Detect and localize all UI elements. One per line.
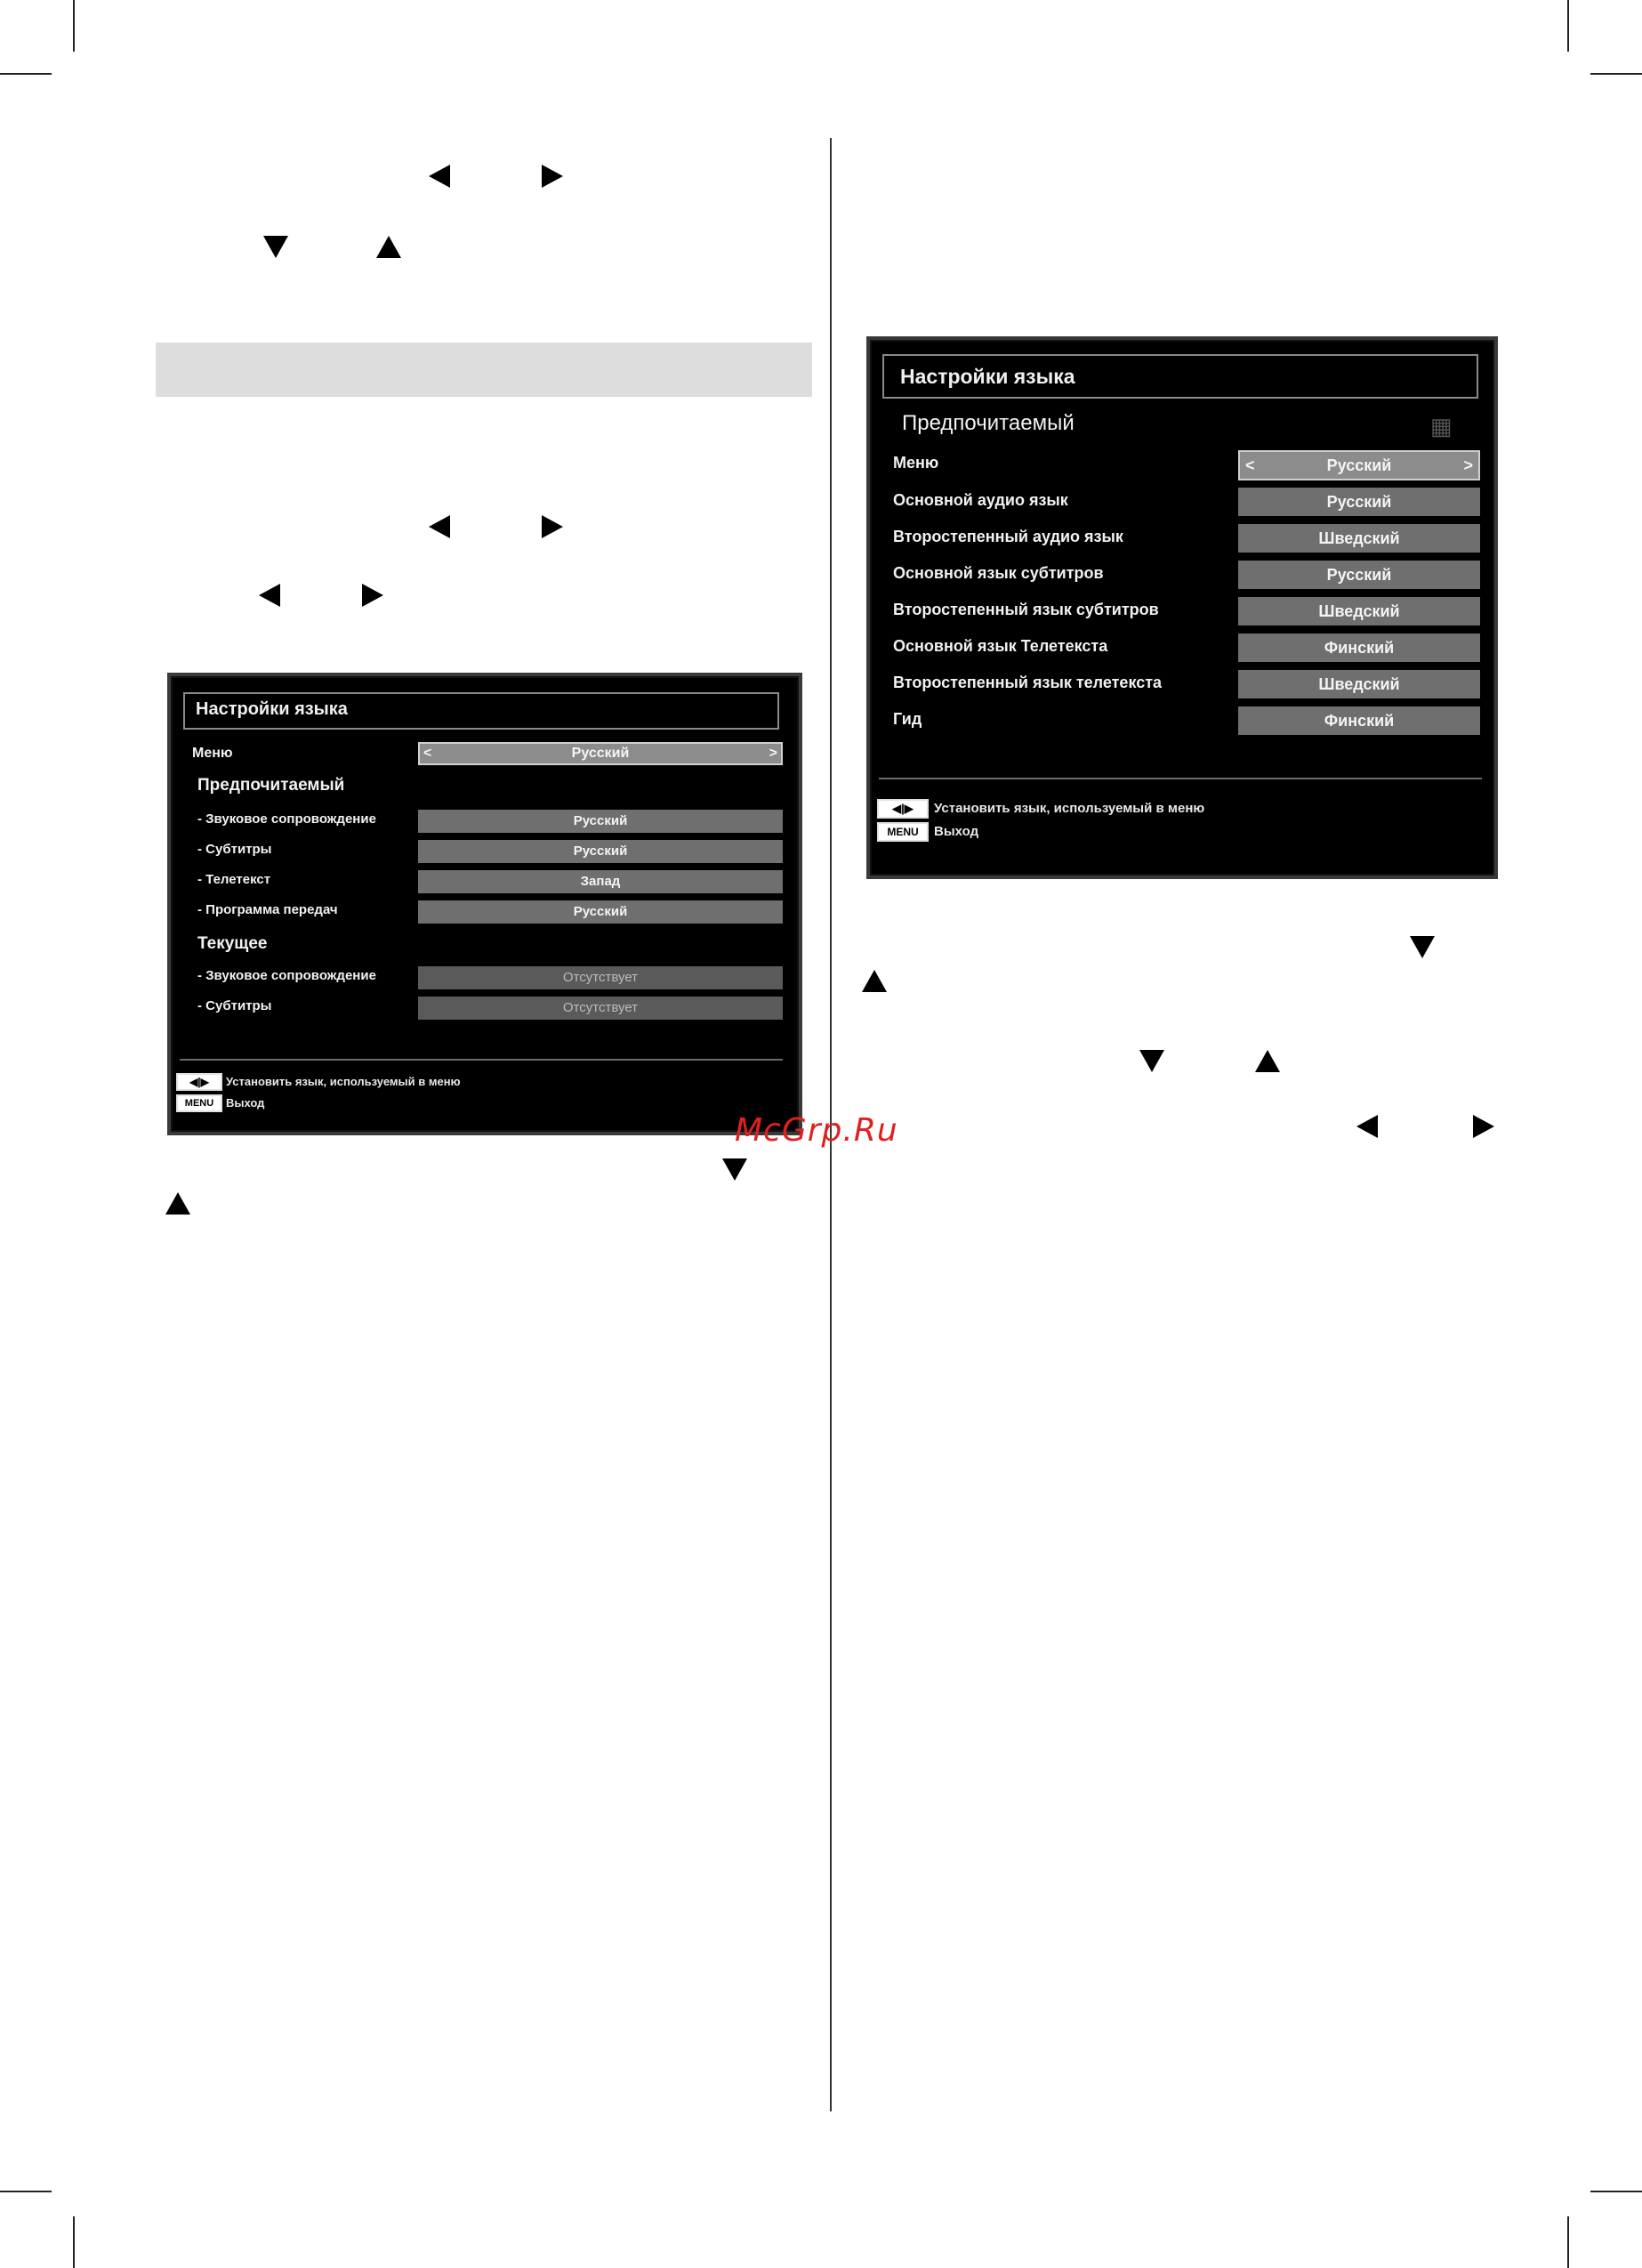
chevron-left-icon[interactable]: <: [423, 746, 432, 761]
chevron-right-icon[interactable]: >: [1463, 456, 1473, 474]
right-arrow-icon: [542, 515, 563, 538]
secondary-audio-label: Второстепенный аудио язык: [893, 528, 1123, 545]
menu-label: Меню: [893, 454, 939, 472]
pref-epg-label: - Программа передач: [197, 902, 338, 917]
primary-teletext-label: Основной язык Телетекста: [893, 637, 1108, 655]
left-arrow-icon: [259, 584, 280, 607]
screen-title-box: [882, 354, 1478, 399]
left-right-key-icon: ◀|▶: [877, 799, 929, 819]
help-separator: [180, 1059, 783, 1061]
current-subtitles-label: - Субтитры: [197, 998, 272, 1013]
left-right-key-icon: ◀|▶: [176, 1073, 222, 1091]
screen-title: Настройки языка: [196, 699, 348, 719]
chevron-left-icon[interactable]: <: [1245, 456, 1255, 474]
menu-language-selector[interactable]: [1238, 450, 1480, 480]
down-arrow-icon: [1410, 936, 1435, 958]
help-separator: [879, 778, 1482, 779]
menu-key-icon: MENU: [877, 822, 929, 842]
crop-mark: [1590, 2191, 1642, 2192]
pref-subtitles-value[interactable]: Русский: [418, 840, 783, 863]
watermark-text: McGrp.Ru: [735, 1112, 898, 1149]
current-subtitles-value: Отсутствует: [418, 997, 783, 1020]
up-arrow-icon: [1255, 1050, 1280, 1072]
menu-key-icon: MENU: [176, 1094, 222, 1112]
language-settings-screen-2: [866, 336, 1498, 879]
current-heading: Текущее: [197, 934, 268, 953]
pref-teletext-value[interactable]: Запад: [418, 870, 783, 893]
crop-mark: [0, 2191, 52, 2192]
secondary-teletext-label: Второстепенный язык телетекста: [893, 674, 1163, 691]
screen-title: Настройки языка: [900, 365, 1075, 388]
primary-audio-label: Основной аудио язык: [893, 491, 1068, 509]
current-audio-value: Отсутствует: [418, 966, 783, 989]
section-heading-bar: [156, 343, 812, 397]
decorative-graphic-icon: ▦: [1430, 413, 1453, 440]
help-set-language-text: Установить язык, используемый в меню: [226, 1075, 461, 1088]
help-set-language-text: Установить язык, используемый в меню: [934, 801, 1205, 816]
crop-mark: [73, 2216, 75, 2268]
menu-language-value: Русский: [571, 746, 630, 761]
left-arrow-icon: [429, 165, 450, 188]
right-arrow-icon: [542, 165, 563, 188]
preferred-heading: Предпочитаемый: [197, 776, 345, 795]
up-arrow-icon: [376, 236, 401, 258]
crop-mark: [1590, 73, 1642, 75]
crop-mark: [73, 0, 75, 52]
crop-mark: [0, 73, 52, 75]
screen-title-box: [183, 692, 779, 730]
primary-teletext-value[interactable]: Финский: [1238, 634, 1480, 662]
pref-epg-value[interactable]: Русский: [418, 900, 783, 924]
menu-language-value: Русский: [1326, 456, 1392, 474]
up-arrow-icon: [165, 1192, 190, 1215]
secondary-audio-value[interactable]: Шведский: [1238, 524, 1480, 553]
secondary-teletext-value[interactable]: Шведский: [1238, 670, 1480, 698]
menu-label: Меню: [192, 746, 233, 761]
chevron-right-icon[interactable]: >: [769, 746, 777, 761]
right-arrow-icon: [362, 584, 383, 607]
right-arrow-icon: [1473, 1115, 1494, 1138]
current-audio-label: - Звуковое сопровождение: [197, 968, 376, 983]
pref-teletext-label: - Телетекст: [197, 872, 271, 887]
up-arrow-icon: [862, 970, 887, 992]
language-settings-screen-1: [167, 673, 802, 1135]
menu-language-selector[interactable]: [418, 742, 783, 765]
secondary-subtitle-value[interactable]: Шведский: [1238, 597, 1480, 626]
help-exit-text: Выход: [934, 824, 979, 839]
pref-audio-label: - Звуковое сопровождение: [197, 811, 376, 827]
primary-subtitle-label: Основной язык субтитров: [893, 564, 1104, 582]
crop-mark: [1567, 2216, 1569, 2268]
pref-subtitles-label: - Субтитры: [197, 842, 272, 857]
guide-value[interactable]: Финский: [1238, 706, 1480, 735]
primary-audio-value[interactable]: Русский: [1238, 488, 1480, 516]
preferred-heading: Предпочитаемый: [902, 411, 1075, 435]
primary-subtitle-value[interactable]: Русский: [1238, 561, 1480, 589]
left-arrow-icon: [429, 515, 450, 538]
pref-audio-value[interactable]: Русский: [418, 810, 783, 833]
down-arrow-icon: [263, 236, 288, 258]
guide-label: Гид: [893, 710, 922, 728]
secondary-subtitle-label: Второстепенный язык субтитров: [893, 601, 1159, 618]
down-arrow-icon: [722, 1158, 747, 1181]
crop-mark: [1567, 0, 1569, 52]
left-arrow-icon: [1356, 1115, 1378, 1138]
help-exit-text: Выход: [226, 1096, 265, 1110]
down-arrow-icon: [1139, 1050, 1164, 1072]
